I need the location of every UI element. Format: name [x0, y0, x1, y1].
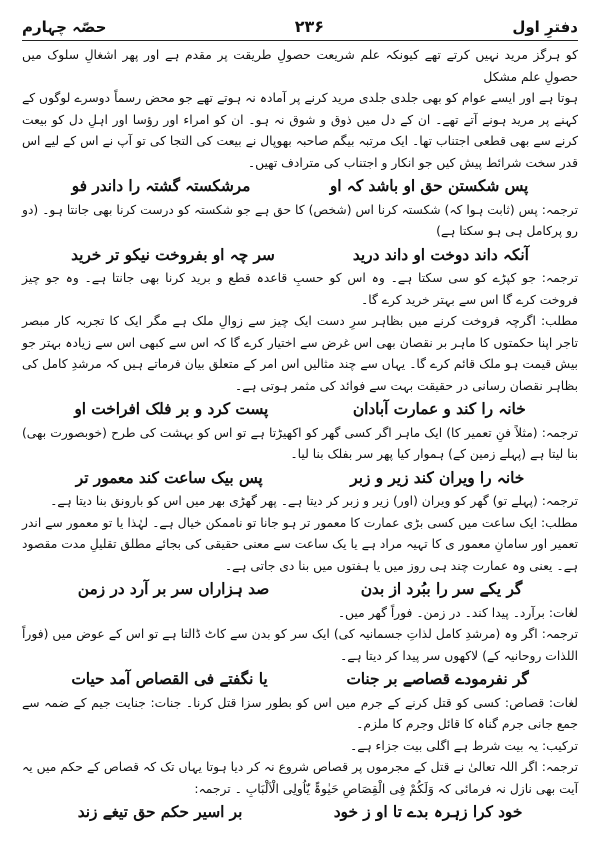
glossary: لغات: برآرد۔ پیدا کند۔ در زمن۔ فوراً گھر میں۔ [337, 605, 578, 620]
verse-couplet [22, 667, 578, 693]
verse-half: خانہ را کند و عمارت آبادان [352, 400, 526, 418]
verse-couplet [22, 174, 578, 200]
verse-half: پس شکستن حق او باشد کہ او [329, 177, 529, 195]
translation: ترجمہ: اگر وہ (مرشدِ کامل لذاتِ جسمانیہ کی) ایک سر کو بدن سے کاٹ ڈالتا ہے تو اس کے عوض میں (فوراً اللذات روحانیہ کے) لاکھوں سر پیدا کر دیتا ہے۔ [22, 627, 578, 663]
grammar-note: ترکیب: یہ بیت شرط ہے اگلی بیت جزاء ہے۔ [350, 738, 578, 753]
verse-half: گر یکے سر را ببُرد از بدن [360, 580, 523, 598]
explanation: مطلب: اگرچہ فروخت کرنے میں بظاہر سرِ دست ایک چیز سے زوالِ ملک ہے مگر ایک کا تجربہ کار مبصر تاجر اپنا حکمتوں کا ماہر بر نقصان بھی اس غرض سے اختیار کرے گا کہ اس سے کبھی اس سے زیادہ بہتر جو بیش قیمت ہو ملک قائم کرے گا۔ یہاں سے چند مثالیں اس امر کے متعلق بیان فرماتے ہیں کہ مرشدِ کامل کی بظاہر نقصان رسانی در حقیقت بہت سے فوائد کی مثمر ہوتی ہے۔ [22, 314, 578, 393]
verse-couplet [22, 800, 578, 826]
verse-couplet [22, 466, 578, 492]
translation: ترجمہ: جو کپڑے کو سی سکتا ہے۔ وہ اس کو حسبِ قاعدہ قطع و برید کرنا بھی جانتا ہے۔ وہ جو چیز فروخت کرے گا اس سے بہتر خرید کرے گا۔ [22, 271, 578, 307]
page-body [22, 45, 578, 826]
part-label: حصّہ چہارم [22, 18, 107, 36]
verse-couplet [22, 397, 578, 423]
verse-half: خانہ را ویران کند زیر و زبر [350, 468, 525, 487]
translation: ترجمہ: اگر اللہ تعالیٰ نے قتل کے مجرموں پر قصاص شروع نہ کر دیا ہوتا یہاں تک کہ قصاص کے حکم میں یہ آیت بھی نازل نہ فرمائی کہ وَلَکُمْ فِی الْقِصَاصِ حَیٰوۃٌ یّٰاُولِی الْاَلْبَابِ ۔ ترجمہ: [22, 760, 578, 796]
paragraph: کو ہرگز مرید نہیں کرتے تھے کیونکہ علم شریعت حصولِ طریقت پر مقدم ہے اور پھر اشغالِ سلوک میں حصولِ علم مشکل [22, 48, 578, 84]
paragraph: ہوتا ہے اور ایسے عوام کو بھی جلدی جلدی مرید کرنے پر آمادہ نہ ہوتے تھے جو محض رسماً دوسرے لوگوں کے کہنے پر مرید ہونے آتے تھے۔ ان کے دل میں ذوق و شوق نہ ہو۔ ان کو امراء اور رؤسا اور اہلِ دل کو بیعت کرنے سے بھی قطعی اجتناب تھا۔ ایک مرتبہ بیگم صاحبہ بھوپال نے بیعت کی التجا کی تو آپ نے اس کے لیے اس قدر سخت شرائط پیش کیں جو انکار و اجتناب کی مترادف تھیں۔ [22, 91, 578, 170]
translation: ترجمہ: پس (ثابت ہوا کہ) شکستہ کرنا اس (شخص) کا حق ہے جو شکستہ کو درست کرنا بھی جانتا ہو۔ (دو رو پرکامل ہی ہو سکتا ہے) [22, 202, 578, 238]
verse-half: صد ہزاراں سر بر آرد در زمن [77, 580, 270, 598]
translation: ترجمہ: (پہلے تو) گھر کو ویران (اور) زیر و زبر کر دیتا ہے۔ پھر گھڑی بھر میں اس کو بارونق بنا دیتا ہے۔ [50, 494, 578, 508]
verse-half: آنکہ داند دوخت او داند درید [352, 245, 529, 264]
page-header [22, 8, 578, 36]
verse-half: پست کرد و بر فلک افراخت او [74, 400, 269, 418]
verse-couplet [22, 243, 578, 269]
verse-half: مرشکستہ گشتہ را داندر فو [71, 177, 251, 195]
verse-half: یا نگفتے فی القصاص آمد حیات [71, 670, 268, 688]
verse-half: خود کرا زہرہ بدے تا او ز خود [333, 803, 523, 821]
verse-half: پس بیک ساعت کند معمور تر [75, 468, 263, 487]
verse-couplet [22, 577, 578, 603]
book-section-label: دفترِ اول [512, 18, 578, 36]
glossary: لغات: قصاص: کسی کو قتل کرنے کے جرم میں اس کو بطور سزا قتل کرنا۔ جنات: جنایت جیم کے ضمہ سے جمع جانی جرم گناہ کا قائل وجرم کا ملزم۔ [22, 695, 578, 731]
translation: ترجمہ: (مثلاً فنِ تعمیر کا) ایک ماہر اگر کسی گھر کو اکھیڑتا ہے تو اس کو بہشت کی طرح (خوبصورت بھی) بنا لیتا ہے (پہلے زمین کے) ہموار کیا پھر سر بفلک بنا لیا۔ [22, 425, 578, 461]
header-rule [22, 40, 578, 41]
page-number: ۲۳۶ [294, 17, 325, 36]
verse-half: بر اسیر حکم حق تیغے زند [77, 803, 243, 821]
verse-half: گر نفرمودے قصاصے بر جنات [346, 670, 529, 688]
explanation: مطلب: ایک ساعت میں کسی بڑی عمارت کا معمور تر ہو جانا تو ناممکن خیال ہے۔ لہٰذا یا تو معمور سے اندر تعمیر اور سامانِ معمور ی کا تہیہ مراد ہے یا یک ساعت سے معنی حقیقی کی بجائے مطلق تقلیلِ مدت مقصود ہے۔ یعنی وہ عمارت چند ہی روز میں یا ہفتوں میں بنا دی جاتی ہے۔ [22, 515, 578, 573]
verse-half: سر چہ او بفروخت نیکو تر خرید [71, 245, 275, 264]
